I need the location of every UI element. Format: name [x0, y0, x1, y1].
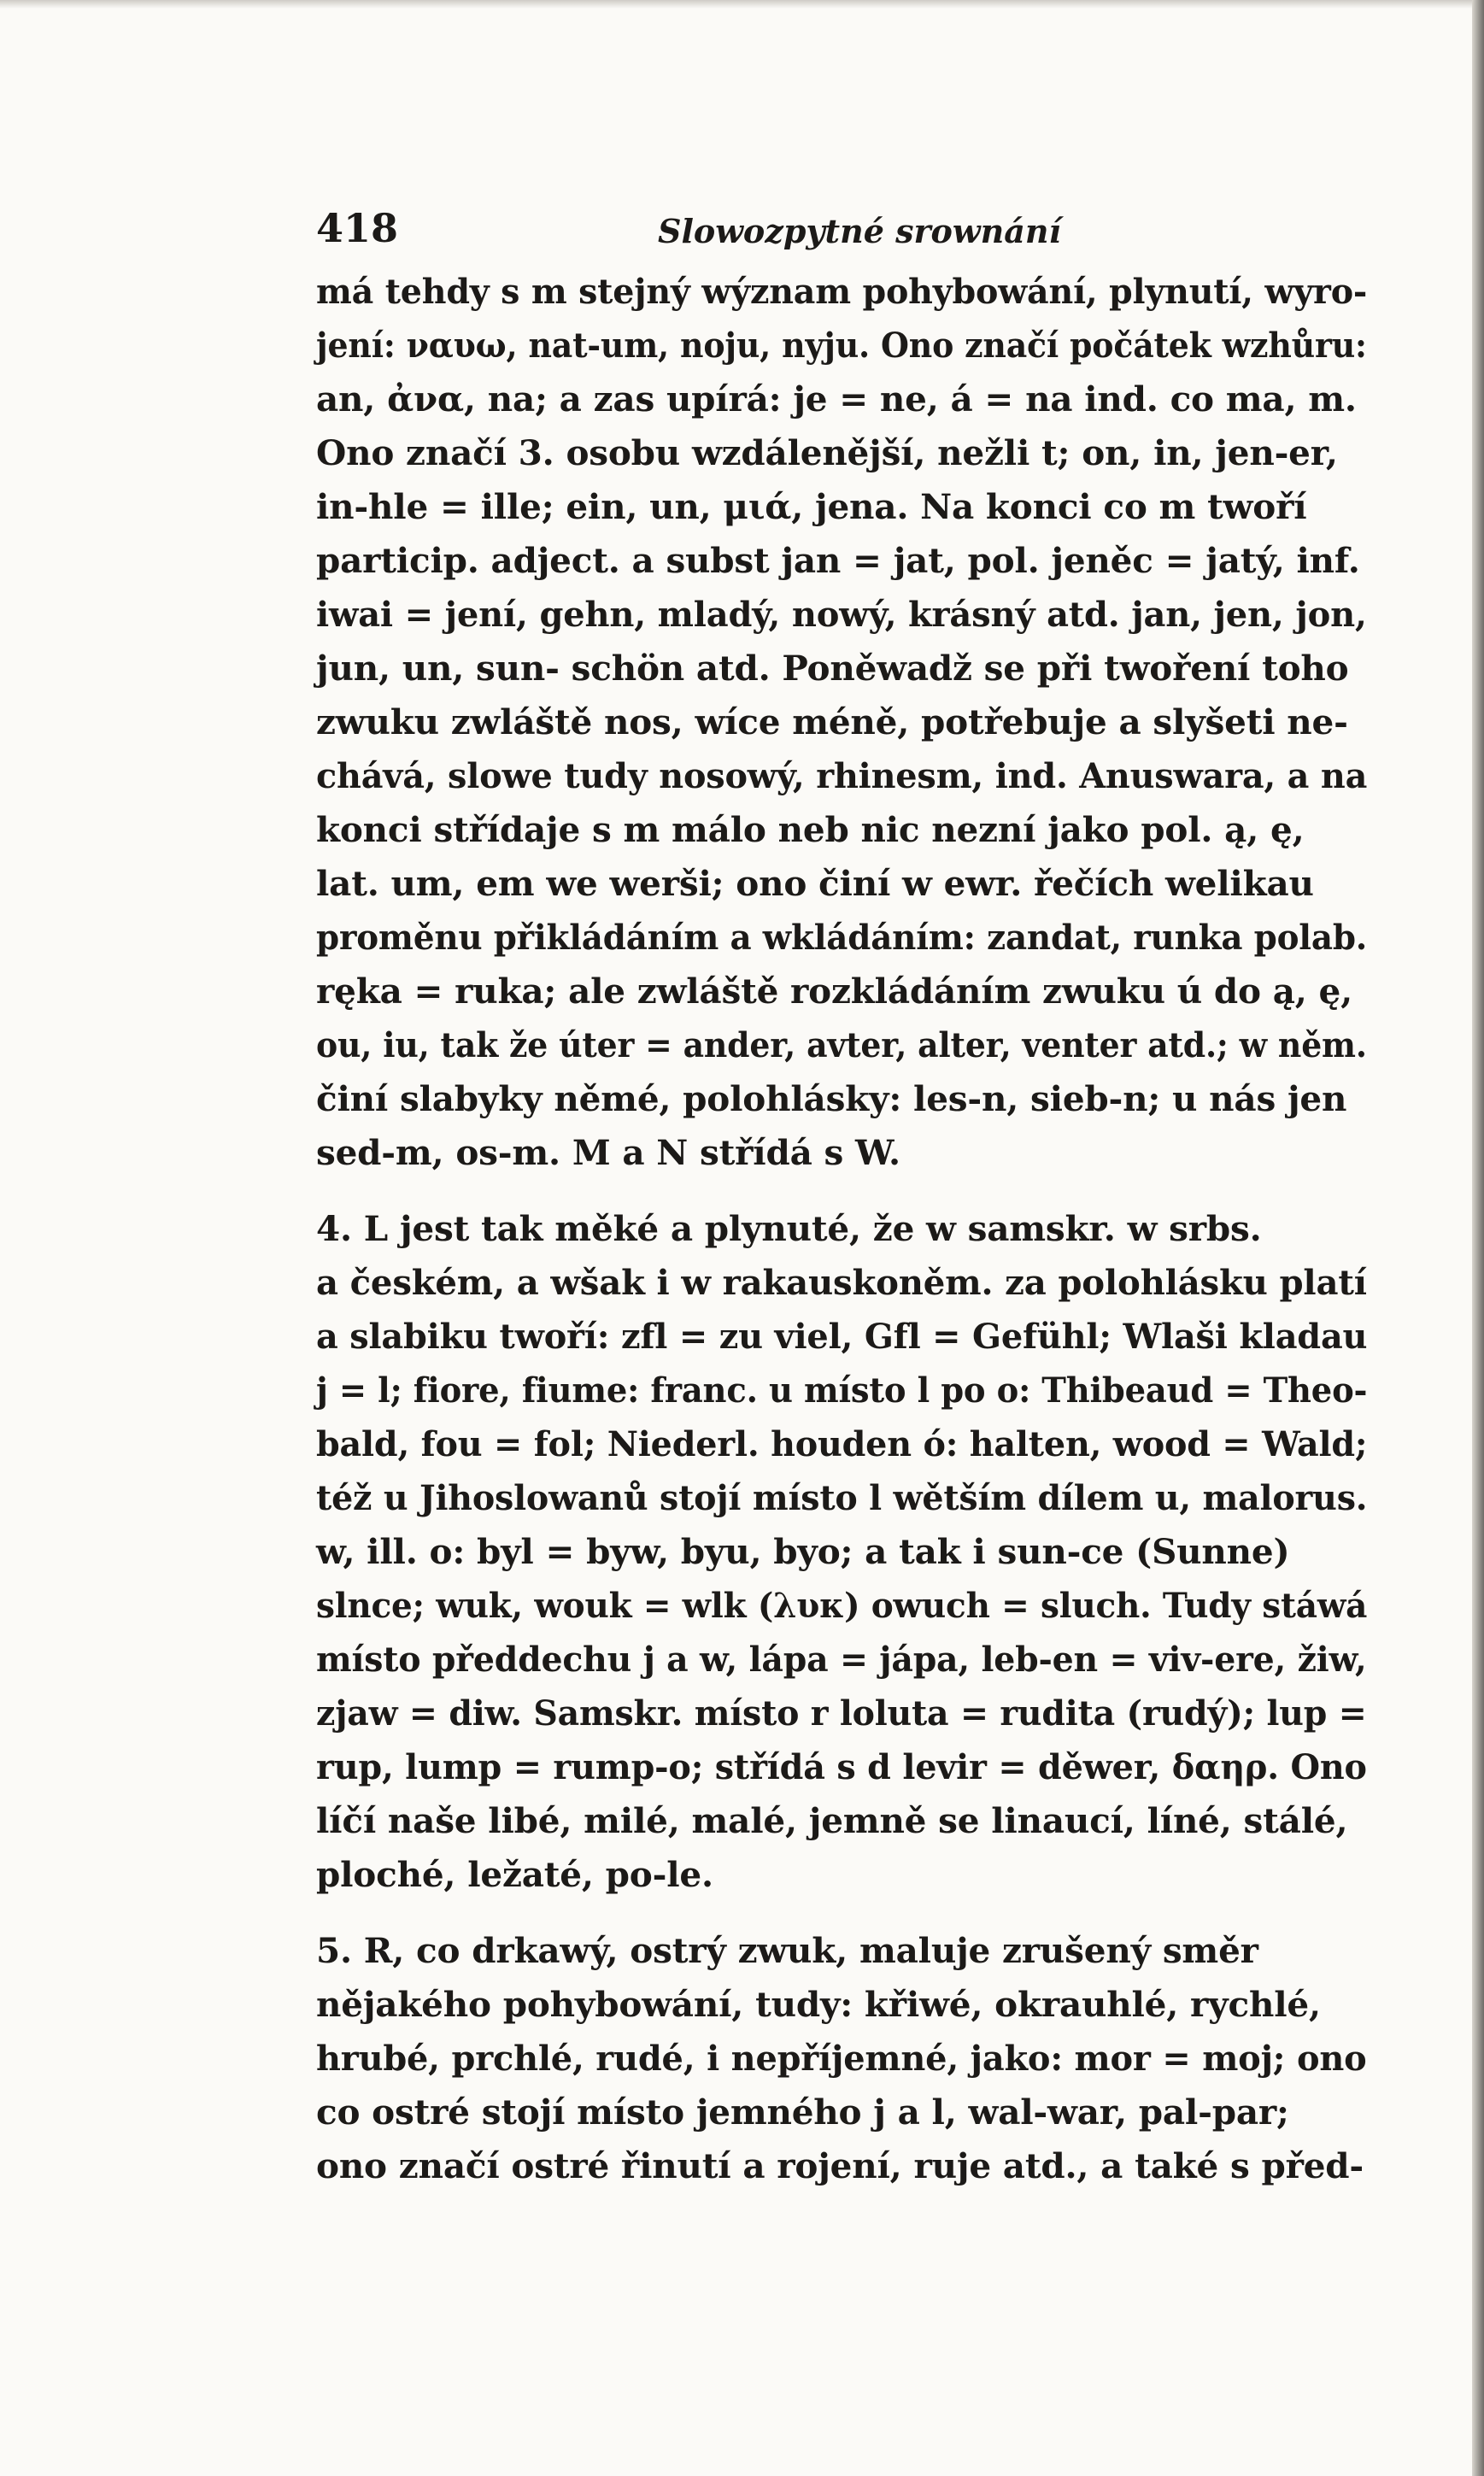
text-line: ou, iu, tak že úter = ander, avter, alter, venter atd.; w něm.: [316, 1024, 1367, 1065]
text-line: jení: ναυω, nat-um, noju, nyju. Ono značí počátek wzhůru:: [316, 325, 1367, 366]
text-line: konci střídaje s m málo neb nic nezní jako pol. ą, ę,: [316, 809, 1305, 850]
text-line: a českém, a wšak i w rakauskoněm. za polohlásku platí: [316, 1262, 1367, 1303]
text-line: místo předdechu j a w, lápa = jápa, leb-en = viv-ere, žiw,: [316, 1639, 1367, 1680]
text-line: iwai = jení, gehn, mladý, nowý, krásný atd. jan, jen, jon,: [316, 594, 1367, 635]
book-page: [316, 205, 1367, 2193]
text-line: bald, fou = fol; Niederl. houden ó: halten, wood = Wald;: [316, 1423, 1368, 1464]
text-line: in-hle = ille; ein, un, μιά, jena. Na konci co m twoří: [316, 486, 1307, 527]
page-number: 418: [316, 205, 399, 251]
text-line: hrubé, prchlé, rudé, i nepříjemné, jako: mor = moj; ono: [316, 2038, 1367, 2079]
text-line: a slabiku twoří: zfl = zu viel, Gfl = Gefühl; Wlaši kladau: [316, 1316, 1368, 1357]
paragraph-gap: [316, 1902, 1367, 1924]
text-line: nějakého pohybowání, tudy: křiwé, okrauhlé, rychlé,: [316, 1984, 1321, 2025]
page-header: [316, 205, 1367, 265]
paragraph: [316, 265, 1367, 1180]
text-line: lat. um, em we werši; ono činí w ewr. řečích welikau: [316, 863, 1314, 904]
text-line: slnce; wuk, wouk = wlk (λυκ) owuch = sluch. Tudy stáwá: [316, 1585, 1368, 1626]
text-line: jun, un, sun- schön atd. Poněwadž se při twoření toho: [316, 648, 1349, 689]
page-top-shadow: [0, 0, 1484, 9]
text-line: 5. R, co drkawý, ostrý zwuk, maluje zrušený směr: [316, 1930, 1258, 1971]
text-line: an, ἀνα, na; a zas upírá: je = ne, á = na ind. co ma, m.: [316, 378, 1357, 420]
paragraph: [316, 1202, 1367, 1902]
text-line: co ostré stojí místo jemného j a l, wal-war, pal-par;: [316, 2092, 1289, 2133]
text-line: Ono značí 3. osobu wzdálenější, nežli t; on, in, jen-er,: [316, 432, 1338, 473]
text-line: má tehdy s m stejný wýznam pohybowání, plynutí, wyro-: [316, 271, 1368, 312]
text-line: činí slabyky němé, polohlásky: les-n, sieb-n; u nás jen: [316, 1078, 1347, 1119]
text-line: w, ill. o: byl = byw, byu, byo; a tak i sun-ce (Sunne): [316, 1531, 1290, 1572]
page-edge-shadow: [1472, 0, 1484, 2476]
text-line: j = l; fiore, fiume: franc. u místo l po o: Thibeaud = Theo-: [316, 1370, 1368, 1411]
text-line: chává, slowe tudy nosowý, rhinesm, ind. Anuswara, a na: [316, 755, 1368, 796]
text-line: ono značí ostré řinutí a rojení, ruje atd., a také s před-: [316, 2145, 1364, 2186]
text-line: rup, lump = rump-o; střídá s d levir = děwer, δαηρ. Ono: [316, 1746, 1367, 1787]
text-line: též u Jihoslowanů stojí místo l wětším dílem u, malorus.: [316, 1477, 1368, 1518]
paragraph: [316, 1924, 1367, 2193]
running-title: Slowozpytné srownání: [658, 212, 1061, 250]
text-line: líčí naše libé, milé, malé, jemně se linaucí, líné, stálé,: [316, 1800, 1348, 1841]
text-line: 4. L jest tak měké a plynuté, že w samskr. w srbs.: [316, 1208, 1262, 1249]
text-line: ręka = ruka; ale zwláště rozkládáním zwuku ú do ą, ę,: [316, 971, 1353, 1012]
text-line: sed-m, os-m. M a N střídá s W.: [316, 1132, 900, 1173]
text-line: particip. adject. a subst jan = jat, pol. jeněc = jatý, inf.: [316, 540, 1360, 581]
text-line: proměnu přikládáním a wkládáním: zandat, runka polab.: [316, 917, 1368, 958]
body-text: [316, 265, 1367, 2193]
text-line: ploché, ležaté, po-le.: [316, 1854, 713, 1895]
text-line: zjaw = diw. Samskr. místo r loluta = rudita (rudý); lup =: [316, 1693, 1367, 1734]
text-line: zwuku zwláště nos, wíce méně, potřebuje a slyšeti ne-: [316, 701, 1348, 742]
paragraph-gap: [316, 1180, 1367, 1202]
